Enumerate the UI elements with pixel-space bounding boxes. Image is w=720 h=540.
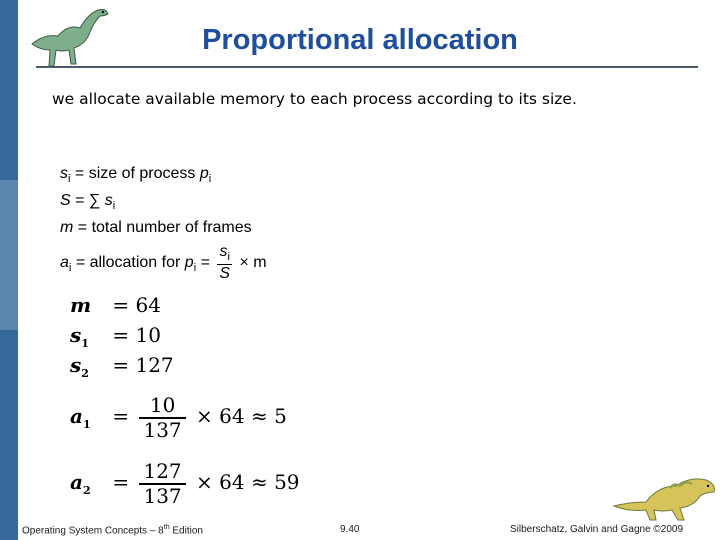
fraction-denominator — [217, 265, 232, 283]
sub-i: i — [68, 262, 72, 275]
sub-i: i — [68, 173, 71, 186]
footer-text: Edition — [169, 525, 203, 537]
value-text: = 127 — [112, 353, 174, 377]
sidebar-bar — [0, 0, 18, 540]
example-m — [70, 290, 300, 320]
definition-ai — [60, 241, 267, 285]
fraction-numerator: 10 — [139, 394, 185, 419]
var-S: S — [219, 264, 231, 282]
var-a: a — [60, 254, 69, 271]
var-s: s — [104, 192, 113, 209]
sub-i: i — [227, 251, 230, 264]
equals-sign: = — [112, 404, 130, 428]
definition-S — [60, 187, 267, 214]
page-number: 9.40 — [340, 524, 360, 535]
footer-sup: th — [163, 524, 170, 531]
var-s2 — [70, 350, 106, 389]
example-a1 — [70, 386, 300, 446]
definition-m — [60, 214, 267, 241]
var-m: m — [60, 219, 74, 236]
sidebar-highlight — [0, 180, 18, 330]
def-text: × m — [239, 254, 267, 271]
definitions-block — [60, 160, 267, 285]
var-a: a — [70, 404, 83, 428]
def-text: = allocation for — [75, 254, 181, 271]
sub-i: i — [193, 262, 197, 275]
def-text: = ∑ — [75, 192, 101, 209]
equals-sign: = — [200, 254, 210, 271]
value-text: = 64 — [112, 293, 161, 317]
fraction-denominator: 137 — [143, 417, 182, 442]
fraction — [139, 460, 185, 508]
def-text: = total number of frames — [77, 219, 252, 236]
footer-text: Operating System Concepts – 8 — [22, 525, 164, 537]
fraction-denominator: 137 — [143, 483, 182, 508]
dinosaur-icon — [610, 462, 718, 522]
sub-1: 1 — [81, 337, 89, 350]
var-a2 — [70, 452, 106, 521]
var-s: s — [70, 353, 82, 377]
definition-si — [60, 160, 267, 187]
fraction-numerator: 127 — [139, 460, 185, 485]
var-a1 — [70, 386, 106, 455]
sub-i: i — [112, 200, 116, 213]
var-m: m — [70, 293, 92, 317]
sub-1: 1 — [82, 418, 91, 431]
value-text: = 10 — [112, 323, 161, 347]
var-a: a — [70, 470, 83, 494]
def-text: = size of process — [74, 165, 196, 182]
var-s: s — [60, 165, 68, 182]
var-s: s — [219, 243, 228, 261]
fraction — [139, 394, 185, 442]
footer-left — [22, 524, 203, 536]
fraction — [217, 243, 232, 282]
example-a2 — [70, 452, 300, 512]
sub-2: 2 — [82, 484, 91, 497]
var-s: s — [70, 323, 82, 347]
var-p: p — [184, 254, 194, 271]
value-text: × 64 ≈ 59 — [196, 470, 300, 494]
dinosaur-icon — [24, 4, 114, 70]
sub-i: i — [208, 173, 212, 186]
var-S: S — [60, 192, 71, 209]
example-block — [70, 290, 300, 512]
var-p: p — [199, 165, 209, 182]
sub-2: 2 — [81, 367, 89, 380]
fraction-numerator — [217, 243, 232, 264]
title-divider — [36, 66, 698, 68]
page-title: Proportional allocation — [202, 24, 518, 56]
equals-sign: = — [112, 470, 130, 494]
footer-right: Silberschatz, Galvin and Gagne ©2009 — [510, 524, 684, 535]
intro-text: we allocate available memory to each process according to its size. — [52, 90, 577, 108]
example-s1 — [70, 320, 300, 350]
value-text: × 64 ≈ 5 — [196, 404, 287, 428]
example-s2 — [70, 350, 300, 380]
